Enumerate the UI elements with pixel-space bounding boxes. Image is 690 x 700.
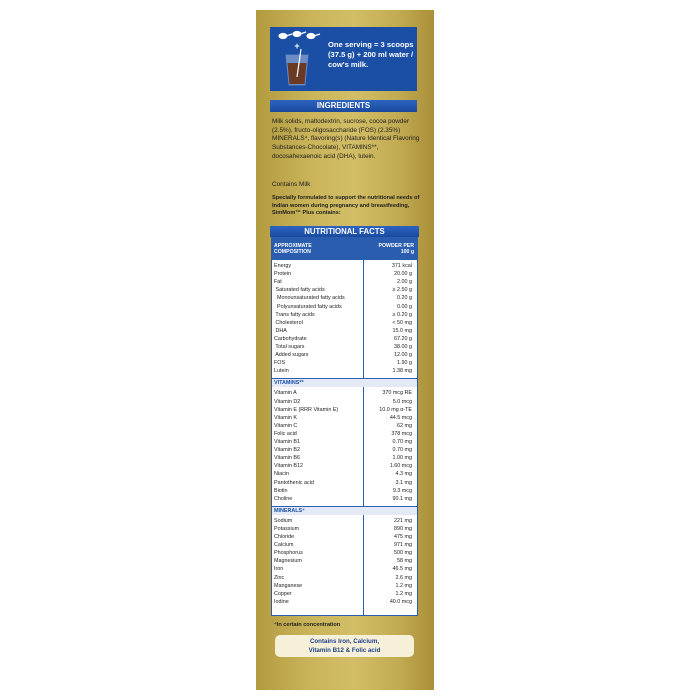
nutrient-name: Vitamin E (RRR Vitamin E) <box>274 406 339 413</box>
nutrition-row <box>272 367 417 375</box>
nutrient-name: Polyunsaturated fatty acids <box>274 303 342 310</box>
nutrition-row <box>272 479 417 487</box>
nutrition-row <box>272 262 417 270</box>
nutrient-value: 0.70 mg <box>392 439 412 445</box>
contains-line-2: Vitamin B12 & Folic acid <box>308 647 381 654</box>
minerals-section-header-label: MINERALS⁴ <box>274 507 305 514</box>
nutrient-name: Vitamin D2 <box>274 398 301 405</box>
nutrient-name: Biotin <box>274 487 288 494</box>
col-per-100g: POWDER PER 100 g <box>378 243 414 256</box>
nutrient-name: Pantothenic acid <box>274 479 314 486</box>
nutrient-name: Folic acid <box>274 430 297 437</box>
nutrition-row <box>272 541 417 549</box>
minerals-section-header <box>272 506 417 515</box>
nutrition-table <box>271 237 418 616</box>
nutrition-row <box>272 517 417 525</box>
ingredients-text: Milk solids, maltodextrin, sucrose, cocoa powder (2.5%), fructo-oligosaccharide (FOS) (2.35%) MINERALS⁴, flavoring(s) (Nature Identical Flavoring Substances-Chocolate), VITAMINS**, docosahexaenoic acid (DHA), lutein. <box>272 118 420 160</box>
nutrient-name: Zinc <box>274 574 285 581</box>
nutrient-name: Vitamin B12 <box>274 463 303 470</box>
nutrition-row <box>272 286 417 294</box>
nutrient-value: ≥ 2.50 g <box>392 287 412 294</box>
nutrient-name: Saturated fatty acids <box>274 287 325 294</box>
nutrient-name: Choline <box>274 495 293 502</box>
nutrition-row <box>272 487 417 495</box>
nutrition-row <box>272 446 417 454</box>
svg-text:+: + <box>294 41 300 51</box>
nutrition-row <box>272 495 417 503</box>
nutrient-value: 370 mcg RE <box>382 390 412 397</box>
nutrition-row <box>272 398 417 406</box>
nutrient-name: Energy <box>274 263 292 269</box>
nutrient-name: Vitamin B1 <box>274 439 300 445</box>
nutrient-name: Vitamin C <box>274 422 298 429</box>
nutrient-name: Niacin <box>274 471 289 478</box>
nutrient-name: Monounsaturated fatty acids <box>274 295 345 302</box>
nutrient-value: 5.0 mcg <box>392 398 412 405</box>
nutrient-value: 12.00 g <box>394 352 412 359</box>
nutrient-value: ≥ 0.20 g <box>392 311 412 318</box>
nutrient-value: 62 mg <box>397 422 412 429</box>
nutrient-name: Magnesium <box>274 558 302 565</box>
col-composition: APPROXIMATE COMPOSITION <box>274 243 312 256</box>
nutrition-row <box>272 359 417 367</box>
nutrient-name: Carbohydrate <box>274 335 307 342</box>
contains-milk: Contains Milk <box>272 181 311 188</box>
nutrient-name: Cholesterol <box>274 319 303 326</box>
nutrition-row <box>272 430 417 438</box>
nutrition-row <box>272 303 417 311</box>
nutrient-value: 1.60 mcg <box>389 463 412 470</box>
nutrient-name: Manganese <box>274 582 303 589</box>
nutrition-row <box>272 462 417 470</box>
nutrient-name: Added sugars <box>274 352 309 359</box>
nutrient-name: Potassium <box>274 525 300 532</box>
nutrient-name: Phosphorus <box>274 550 303 557</box>
nutrient-value: 2.00 g <box>397 279 412 286</box>
nutrient-value: 4.3 mg <box>395 471 412 478</box>
nutrient-value: 15.0 mg <box>392 327 412 334</box>
nutrition-row <box>272 294 417 302</box>
nutrition-row <box>272 565 417 573</box>
nutrient-name: Copper <box>274 590 292 597</box>
nutrient-value: < 50 mg <box>392 319 412 326</box>
nutrient-value: 1.2 mg <box>395 590 412 597</box>
nutrient-value: 46.5 mg <box>392 566 412 573</box>
nutrition-row <box>272 590 417 598</box>
nutrition-row <box>272 278 417 286</box>
nutrition-row <box>272 582 417 590</box>
nutrition-row <box>272 454 417 462</box>
nutrition-table-head <box>272 238 417 260</box>
nutrient-value: 67.20 g <box>394 335 412 342</box>
nutrient-value: 40.0 mcg <box>389 598 412 605</box>
nutrient-name: Iron <box>274 566 284 573</box>
nutrition-row <box>272 327 417 335</box>
nutrient-value: 90.1 mg <box>392 495 412 502</box>
nutrient-name: DHA <box>274 327 287 334</box>
nutrition-row <box>272 414 417 422</box>
footnote: ⁴In certain concentration <box>274 622 341 628</box>
nutrient-value: 1.90 g <box>397 360 412 367</box>
nutrient-value: 9.3 mcg <box>392 487 412 494</box>
nutrition-row <box>272 343 417 351</box>
nutrient-value: 1.38 mg <box>392 368 412 375</box>
nutrient-name: Total sugars <box>274 344 305 350</box>
nutrient-value: 0.20 g <box>397 295 412 302</box>
nutrition-row <box>272 311 417 319</box>
nutrient-value: 475 mg <box>394 534 412 540</box>
nutrient-name: Vitamin B2 <box>274 447 300 454</box>
nutrient-value: 0.70 mg <box>392 447 412 454</box>
nutrient-value: 2.6 mg <box>395 574 412 581</box>
nutrition-row <box>272 422 417 430</box>
nutrient-name: Vitamin A <box>274 390 297 397</box>
nutrient-value: 20.00 g <box>394 271 412 278</box>
contains-box <box>275 635 414 657</box>
glass-with-scoops-icon <box>270 27 325 91</box>
nutrient-value: 1.2 mg <box>395 582 412 589</box>
specially-formulated-text: Specially formulated to support the nutritional needs of Indian women during pregnancy and breastfeeding, SimMom™ Plus contains: <box>272 195 420 217</box>
nutrient-name: Calcium <box>274 542 294 549</box>
nutrition-row <box>272 557 417 565</box>
contains-line-1: Contains Iron, Calcium, <box>309 638 380 645</box>
nutrition-row <box>272 525 417 533</box>
nutrient-value: 44.5 mcg <box>389 414 412 421</box>
nutrient-name: Trans fatty acids <box>274 311 315 318</box>
nutrient-value: 58 mg <box>397 558 412 565</box>
nutrition-row <box>272 319 417 327</box>
nutrition-row <box>272 389 417 397</box>
ingredients-header: INGREDIENTS <box>270 100 417 112</box>
nutrition-row <box>272 438 417 446</box>
nutrition-header: NUTRITIONAL FACTS <box>270 226 419 237</box>
nutrient-name: FOS <box>274 360 286 367</box>
nutrient-name: Vitamin K <box>274 414 297 421</box>
nutrient-name: Iodine <box>274 598 289 605</box>
nutrient-value: 378 mcg <box>391 430 412 437</box>
nutrient-value: 971 mg <box>394 542 412 549</box>
nutrient-name: Fat <box>274 279 282 286</box>
nutrient-name: Chloride <box>274 534 295 540</box>
nutrient-name: Protein <box>274 271 292 278</box>
nutrition-row <box>272 470 417 478</box>
nutrient-value: 3.1 mg <box>395 479 412 486</box>
nutrition-row <box>272 549 417 557</box>
nutrition-row <box>272 574 417 582</box>
nutrient-value: 500 mg <box>394 550 412 557</box>
nutrient-name: Lutein <box>274 368 289 375</box>
nutrition-row <box>272 335 417 343</box>
nutrition-row <box>272 351 417 359</box>
serving-info-box <box>270 27 417 91</box>
nutrient-value: 38.00 g <box>394 344 412 350</box>
nutrient-value: 0.00 g <box>397 303 412 310</box>
nutrient-value: 10.0 mg α-TE <box>379 406 412 413</box>
nutrient-value: 371 kcal <box>391 263 412 269</box>
nutrition-row <box>272 270 417 278</box>
nutrition-row <box>272 598 417 606</box>
nutrient-value: 221 mg <box>394 517 412 524</box>
nutrition-row <box>272 533 417 541</box>
serving-text: One serving = 3 scoops (37.5 g) + 200 ml water / cow's milk. <box>328 40 414 69</box>
nutrient-value: 1.00 mg <box>392 455 412 462</box>
nutrient-name: Sodium <box>274 517 293 524</box>
vitamins-section-header <box>272 378 417 387</box>
vitamins-section-header-label: VITAMINS** <box>274 380 304 387</box>
nutrition-row <box>272 406 417 414</box>
nutrient-name: Vitamin B6 <box>274 455 300 462</box>
nutrient-value: 890 mg <box>394 525 412 532</box>
